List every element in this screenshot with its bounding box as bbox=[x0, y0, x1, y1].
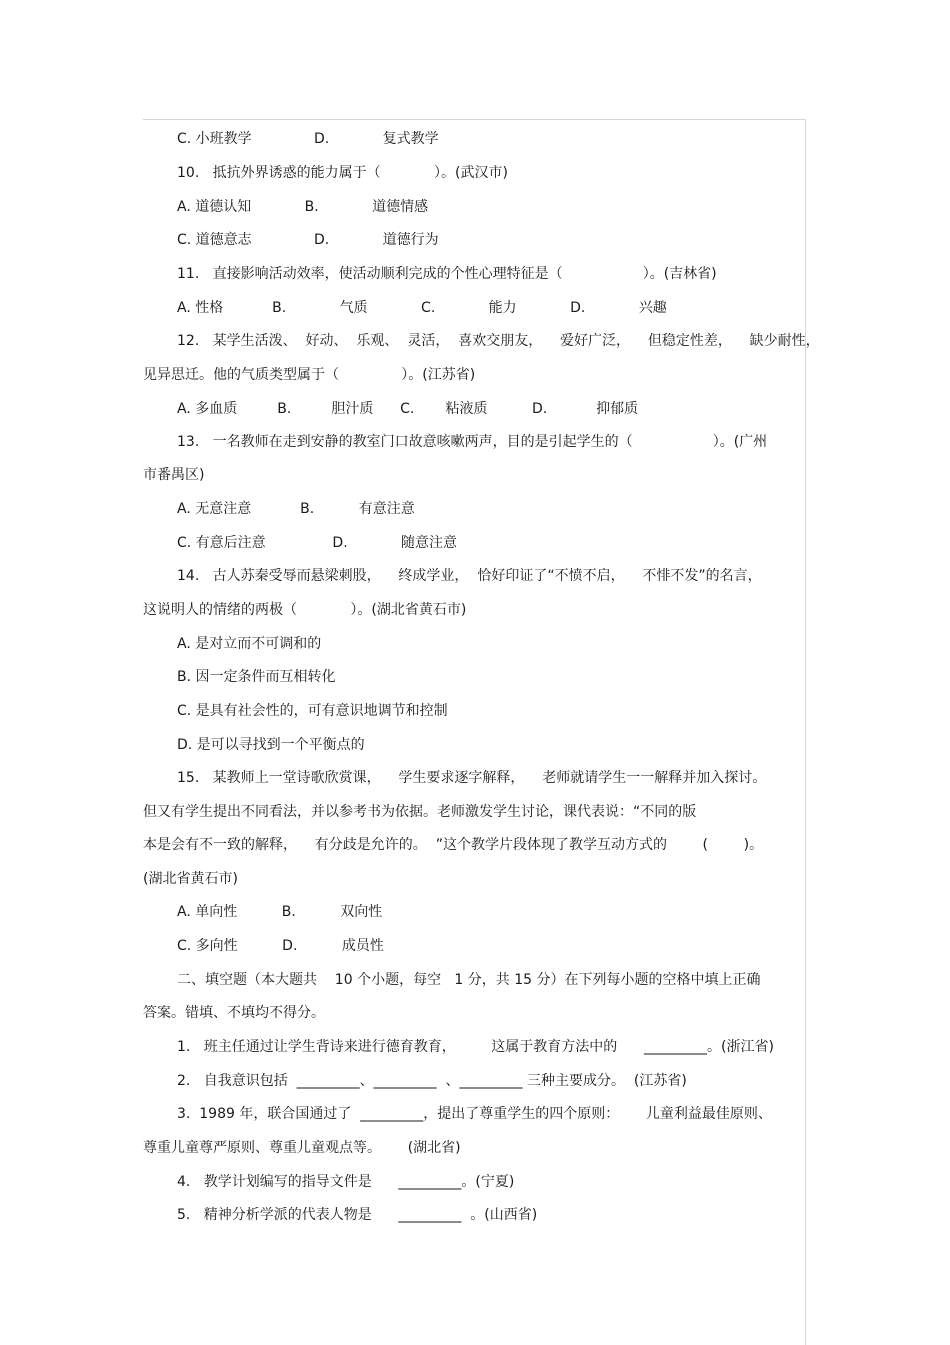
text-line: 12. 某学生活泼、 好动、 乐观、 灵活， 喜欢交朋友， 爱好广泛， 但稳定性差， 缺少耐性， bbox=[177, 333, 820, 349]
text-line: D. 是可以寻找到一个平衡点的 bbox=[177, 737, 365, 753]
text-line: 尊重儿童尊严原则、尊重儿童观点等。 (湖北省) bbox=[143, 1140, 461, 1156]
text-line: (湖北省黄石市) bbox=[143, 871, 238, 887]
text-line: C. 道德意志 D. 道德行为 bbox=[177, 232, 439, 248]
text-line: C. 多向性 D. 成员性 bbox=[177, 938, 384, 954]
text-line: 13. 一名教师在走到安静的教室门口故意咳嗽两声，目的是引起学生的（ ）。(广州 bbox=[177, 434, 768, 450]
text-line: A. 性格 B. 气质 C. 能力 D. 兴趣 bbox=[177, 300, 667, 316]
text-line: 10. 抵抗外界诱惑的能力属于（ ）。(武汉市) bbox=[177, 165, 508, 181]
text-line: A. 单向性 B. 双向性 bbox=[177, 904, 383, 920]
text-line: C. 小班教学 D. 复式教学 bbox=[177, 131, 439, 147]
text-line: 市番禺区) bbox=[143, 467, 205, 483]
text-line: 3. 1989 年，联合国通过了 _________，提出了尊重学生的四个原则： 儿童利益最佳原则、 bbox=[177, 1106, 772, 1122]
text-line: 1. 班主任通过让学生背诗来进行德育教育， 这属于教育方法中的 _________。(浙江省) bbox=[177, 1039, 774, 1055]
text-line: 但又有学生提出不同看法，并以参考书为依据。老师激发学生讨论，课代表说：“不同的版 bbox=[143, 804, 697, 820]
text-line: B. 因一定条件而互相转化 bbox=[177, 669, 336, 685]
text-line: 这说明人的情绪的两极（ ）。(湖北省黄石市) bbox=[143, 602, 467, 618]
text-line: A. 是对立而不可调和的 bbox=[177, 636, 322, 652]
text-line: 5. 精神分析学派的代表人物是 _________ 。(山西省) bbox=[177, 1207, 538, 1223]
text-line: C. 有意后注意 D. 随意注意 bbox=[177, 535, 458, 551]
text-line: 二、填空题（本大题共 10 个小题，每空 1 分，共 15 分）在下列每小题的空格中填上正确 bbox=[177, 972, 761, 988]
text-line: 答案。错填、不填均不得分。 bbox=[143, 1005, 325, 1021]
text-line: 14. 古人苏秦受辱而悬梁刺股， 终成学业， 恰好印证了“不愤不启， 不悱不发”的名言， bbox=[177, 568, 762, 584]
text-line: 11. 直接影响活动效率，使活动顺利完成的个性心理特征是（ ）。(吉林省) bbox=[177, 266, 717, 282]
text-line: 15. 某教师上一堂诗歌欣赏课， 学生要求逐字解释， 老师就请学生一一解释并加入探讨。 bbox=[177, 770, 767, 786]
text-line: 2. 自我意识包括 _________、_________ 、_________ 三种主要成分。 (江苏省) bbox=[177, 1073, 687, 1089]
text-line: 4. 教学计划编写的指导文件是 _________。(宁夏) bbox=[177, 1174, 515, 1190]
text-line: A. 无意注意 B. 有意注意 bbox=[177, 501, 415, 517]
text-line: 见异思迁。他的气质类型属于（ ）。(江苏省) bbox=[143, 367, 476, 383]
text-line: C. 是具有社会性的，可有意识地调节和控制 bbox=[177, 703, 448, 719]
text-line: 本是会有不一致的解释， 有分歧是允许的。 ”这个教学片段体现了教学互动方式的 ( )。 bbox=[143, 837, 764, 853]
text-line: A. 道德认知 B. 道德情感 bbox=[177, 199, 429, 215]
text-line: A. 多血质 B. 胆汁质 C. 粘液质 D. 抑郁质 bbox=[177, 401, 639, 417]
